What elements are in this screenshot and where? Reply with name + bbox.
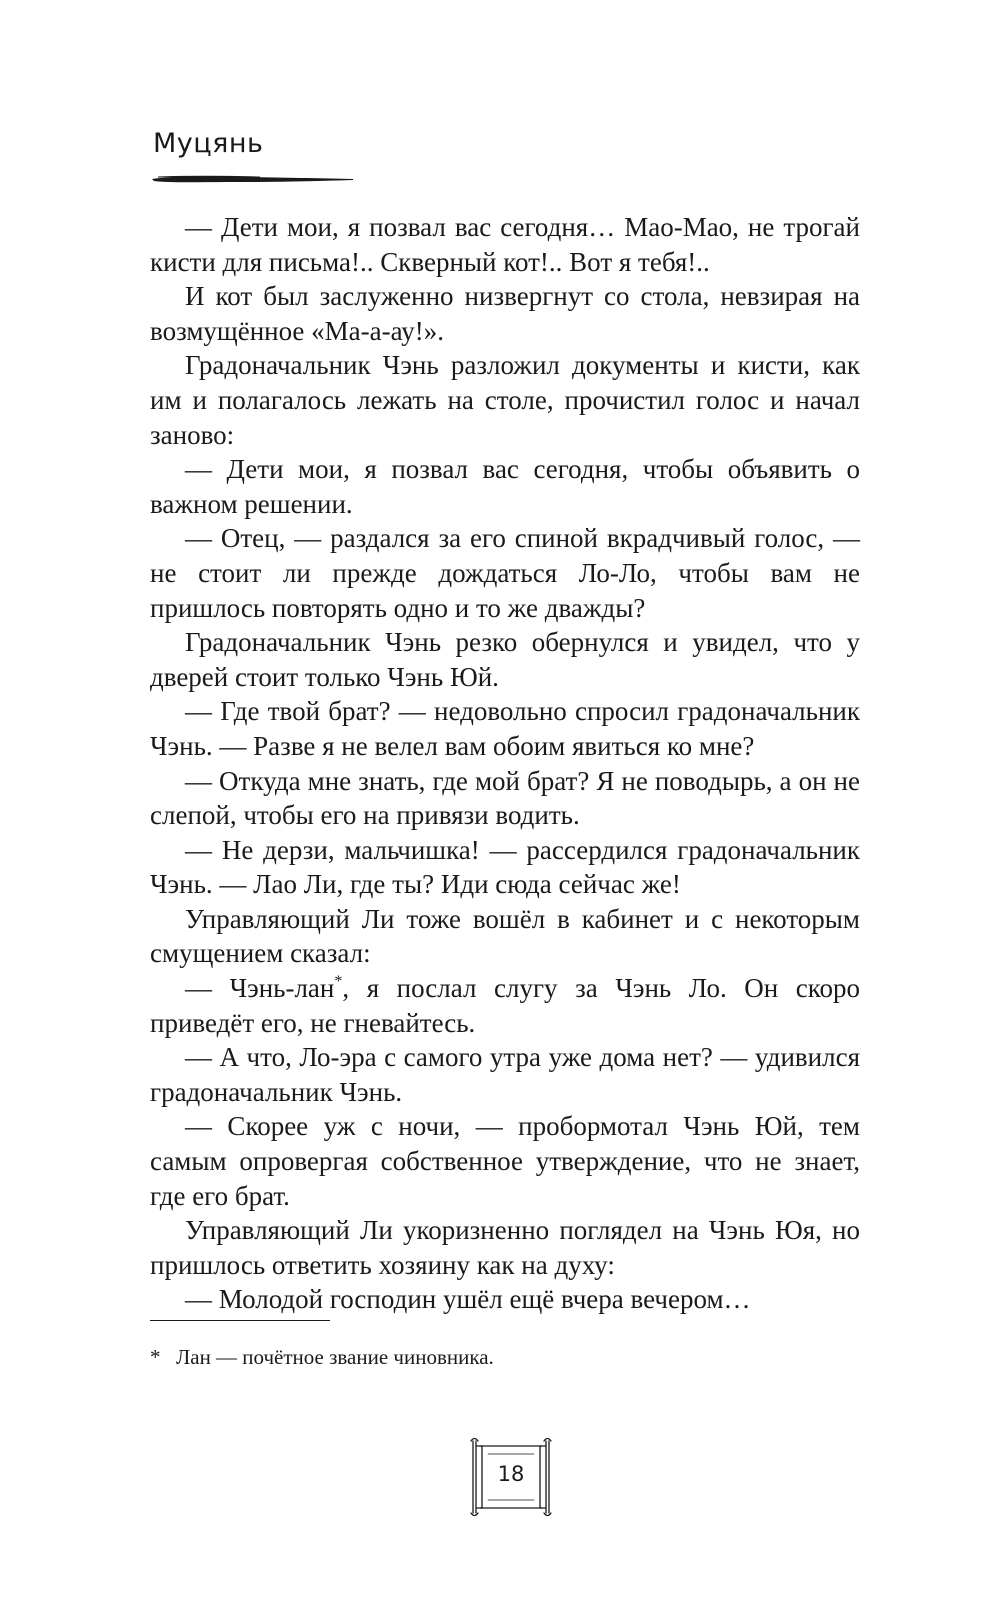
paragraph: Градоначальник Чэнь разложил документы и кисти, как им и полагалось лежать на столе, прочистил голос и начал заново: [150, 350, 860, 450]
paragraph-text-start: — Чэнь-лан [185, 973, 335, 1004]
brush-stroke-divider [150, 173, 355, 185]
paragraph: — Отец, — раздался за его спиной вкрадчивый голос, — не стоит ли прежде дождаться Ло-Ло, чтобы вам не пришлось повторять одно и то же дважды? [150, 523, 860, 623]
page-number: 18 [497, 1462, 525, 1486]
paragraph: Управляющий Ли тоже вошёл в кабинет и с некоторым смущением сказал: [150, 903, 860, 969]
footnote-mark: * [150, 1345, 161, 1369]
body-text [150, 210, 860, 1317]
paragraph: — Откуда мне знать, где мой брат? Я не поводырь, а он не слепой, чтобы его на привязи водить. [150, 765, 860, 831]
page-number-scroll [466, 1436, 556, 1518]
footnote-reference[interactable]: * [334, 973, 343, 991]
footnote-text: Лан — почётное звание чиновника. [176, 1345, 494, 1369]
paragraph: — Скорее уж с ночи, — пробормотал Чэнь Юй, тем самым опровергая собственное утверждение, что не знает, где его брат. [150, 1111, 860, 1211]
paragraph: — Молодой господин ушёл ещё вчера вечером… [185, 1284, 751, 1315]
paragraph: — А что, Ло-эра с самого утра уже дома нет? — удивился градоначальник Чэнь. [150, 1042, 860, 1107]
running-title: Муцянь [153, 128, 264, 159]
footnote-divider [150, 1320, 330, 1321]
paragraph: — Дети мои, я позвал вас сегодня, чтобы объявить о важном решении. [150, 454, 860, 519]
paragraph: И кот был заслуженно низвергнут со стола, невзирая на возмущённое «Ма-а-ау!». [150, 281, 860, 346]
paragraph: Управляющий Ли укоризненно поглядел на Чэнь Юя, но пришлось ответить хозяину как на духу: [150, 1215, 860, 1280]
paragraph: Градоначальник Чэнь резко обернулся и увидел, что у дверей стоит только Чэнь Юй. [150, 627, 860, 692]
footnote [150, 1343, 860, 1371]
paragraph-with-footnote [150, 971, 860, 1040]
paragraph: — Не дерзи, мальчишка! — рассердился градоначальник Чэнь. — Лао Ли, где ты? Иди сюда сейчас же! [150, 834, 860, 900]
paragraph-text-end: , я послал слугу за Чэнь Ло. Он скоро приведёт его, не гневайтесь. [150, 973, 861, 1038]
paragraph: — Где твой брат? — недовольно спросил градоначальник Чэнь. — Разве я не велел вам обоим явиться ко мне? [150, 696, 860, 761]
paragraph: — Дети мои, я позвал вас сегодня… Мао-Мао, не трогай кисти для письма!.. Скверный кот!.. Вот я тебя!.. [150, 212, 860, 277]
